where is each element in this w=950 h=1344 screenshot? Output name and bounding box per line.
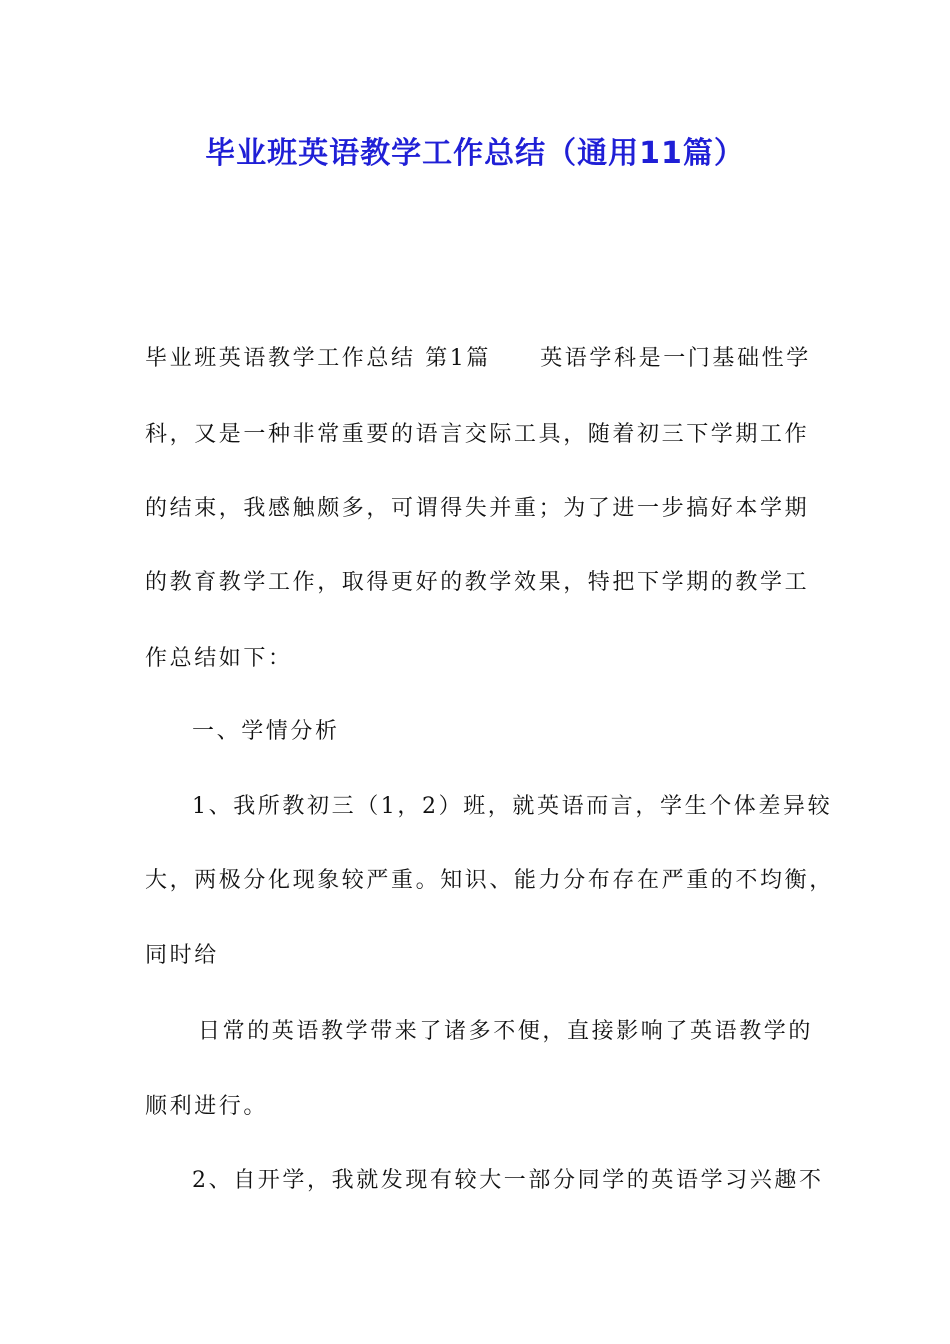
paragraph-line: 2、自开学，我就发现有较大一部分同学的英语学习兴趣不	[192, 1168, 824, 1193]
paragraph-line: 的结束，我感触颇多，可谓得失并重；为了进一步搞好本学期	[145, 496, 810, 521]
paragraph-line: 作总结如下：	[145, 646, 293, 671]
section-heading: 一、学情分析	[192, 719, 340, 744]
paragraph-line: 的教育教学工作，取得更好的教学效果，特把下学期的教学工	[145, 570, 810, 595]
paragraph-line: 1、我所教初三（1，2）班，就英语而言，学生个体差异较	[192, 794, 833, 819]
paragraph-line: 科，又是一种非常重要的语言交际工具，随着初三下学期工作	[145, 422, 810, 447]
paragraph-line: 同时给	[145, 943, 219, 968]
paragraph-line: 大，两极分化现象较严重。知识、能力分布存在严重的不均衡，	[145, 868, 834, 893]
paragraph-line: 顺利进行。	[145, 1094, 269, 1119]
paragraph-line: 毕业班英语教学工作总结 第1篇 英语学科是一门基础性学	[145, 346, 811, 371]
paragraph-line: 日常的英语教学带来了诸多不便，直接影响了英语教学的	[198, 1019, 814, 1044]
document-title: 毕业班英语教学工作总结（通用11篇）	[205, 136, 745, 171]
